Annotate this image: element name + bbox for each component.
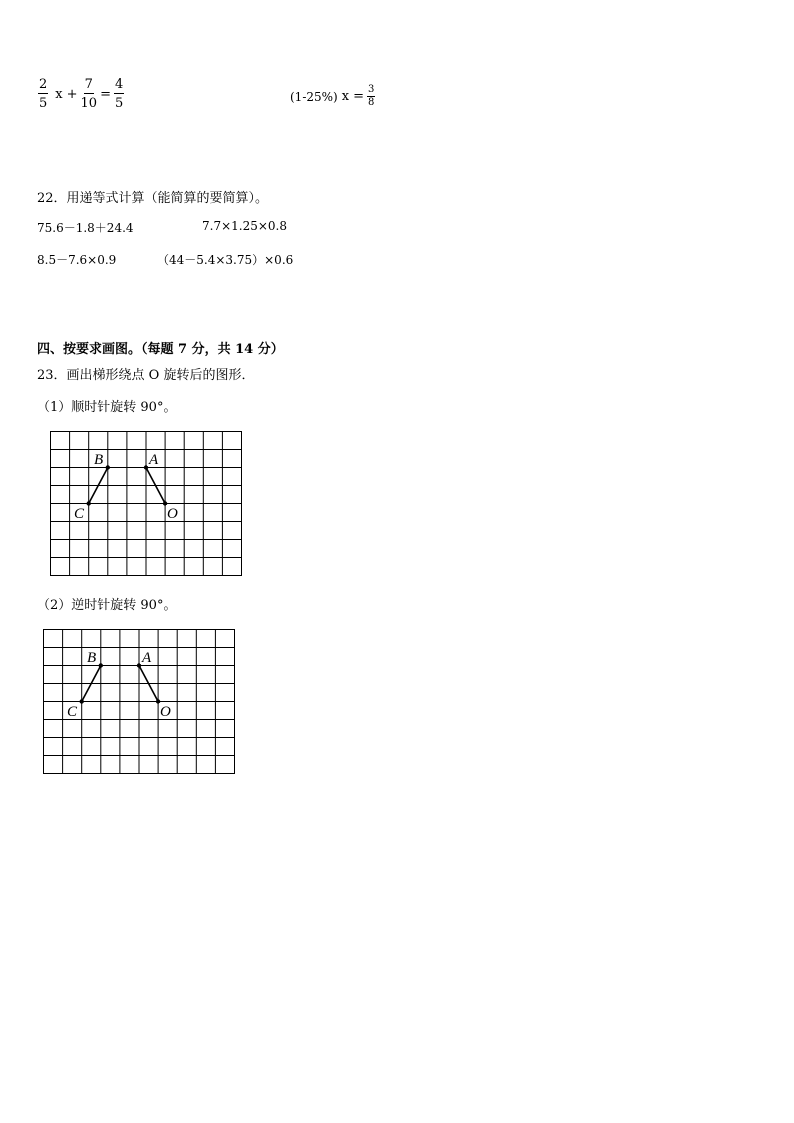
point-label-b: B — [94, 452, 104, 468]
equals-sign: = — [353, 89, 364, 104]
numerator: 2 — [39, 77, 48, 92]
fraction — [38, 78, 48, 110]
denominator: 5 — [39, 96, 48, 111]
part-2-label: （2）逆时针旋转 90°。 — [37, 598, 177, 613]
fraction — [81, 78, 98, 110]
expression-4: （44－5.4×3.75）×0.6 — [157, 253, 294, 267]
expression-3: 8.5－7.6×0.9 — [37, 253, 117, 267]
denominator: 8 — [367, 97, 375, 108]
equals-sign: = — [100, 86, 111, 102]
grid-lines — [50, 431, 242, 576]
denominator: 5 — [114, 96, 124, 111]
numerator: 4 — [114, 77, 124, 92]
denominator: 10 — [80, 96, 98, 111]
grid-lines — [43, 629, 235, 774]
fraction — [114, 78, 124, 110]
variable: x — [55, 86, 63, 102]
question-23-title: 23．画出梯形绕点 O 旋转后的图形． — [37, 368, 255, 383]
equation-left: (1-25%) — [290, 89, 338, 104]
numerator: 7 — [84, 77, 93, 92]
plus-sign: + — [66, 86, 78, 102]
numerator: 3 — [367, 84, 375, 95]
expression-2: 7.7×1.25×0.8 — [202, 219, 287, 233]
grid-2 — [43, 629, 239, 777]
variable: x — [341, 89, 350, 104]
point-label-a: A — [149, 452, 159, 468]
grid-1 — [50, 431, 246, 579]
point-label-c: C — [74, 506, 85, 522]
equation-2 — [288, 85, 376, 108]
point-label-a: A — [142, 650, 152, 666]
point-label-o: O — [167, 506, 178, 522]
expression-1: 75.6－1.8＋24.4 — [37, 221, 134, 235]
equation-1 — [37, 78, 125, 110]
fraction — [367, 85, 375, 108]
point-label-b: B — [87, 650, 97, 666]
point-label-o: O — [160, 704, 171, 720]
point-label-c: C — [67, 704, 78, 720]
section-heading: 四、按要求画图。（每题 7 分，共 14 分） — [37, 342, 284, 357]
part-1-label: （1）顺时针旋转 90°。 — [37, 400, 177, 415]
question-22-title: 22．用递等式计算（能简算的要简算）。 — [37, 191, 269, 206]
